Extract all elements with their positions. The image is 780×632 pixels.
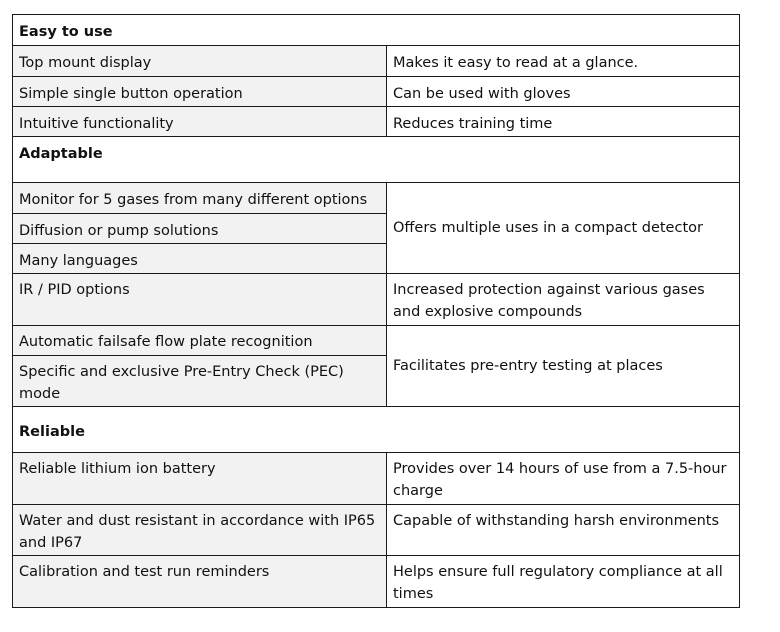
feature-cell: Calibration and test run reminders — [13, 556, 387, 608]
table-row — [13, 326, 740, 356]
section-title-reliable: Reliable — [13, 407, 740, 453]
section-header-row — [13, 407, 740, 453]
feature-cell: Simple single button operation — [13, 77, 387, 107]
benefit-cell: Facilitates pre-entry testing at places — [387, 326, 740, 407]
benefit-cell: Makes it easy to read at a glance. — [387, 46, 740, 77]
feature-cell: IR / PID options — [13, 274, 387, 326]
benefit-cell: Capable of withstanding harsh environments — [387, 505, 740, 556]
feature-cell: Intuitive functionality — [13, 107, 387, 137]
benefit-cell: Reduces training time — [387, 107, 740, 137]
benefit-cell: Increased protection against various gases and explosive compounds — [387, 274, 740, 326]
table-row — [13, 46, 740, 77]
section-header-row — [13, 15, 740, 46]
section-title-easy-to-use: Easy to use — [13, 15, 740, 46]
feature-cell: Water and dust resistant in accordance with IP65 and IP67 — [13, 505, 387, 556]
feature-cell: Specific and exclusive Pre-Entry Check (PEC) mode — [13, 356, 387, 407]
feature-cell: Reliable lithium ion battery — [13, 453, 387, 505]
feature-cell: Top mount display — [13, 46, 387, 77]
table-row — [13, 274, 740, 326]
table-row — [13, 183, 740, 214]
benefit-cell: Helps ensure full regulatory compliance at all times — [387, 556, 740, 608]
table-row — [13, 453, 740, 505]
table-row — [13, 505, 740, 556]
section-header-row — [13, 137, 740, 183]
table-row — [13, 77, 740, 107]
feature-cell: Many languages — [13, 244, 387, 274]
benefit-cell: Provides over 14 hours of use from a 7.5-hour charge — [387, 453, 740, 505]
features-benefits-table — [12, 14, 740, 608]
section-title-adaptable: Adaptable — [13, 137, 740, 183]
table-row — [13, 107, 740, 137]
feature-cell: Diffusion or pump solutions — [13, 214, 387, 244]
feature-cell: Monitor for 5 gases from many different options — [13, 183, 387, 214]
benefit-cell: Offers multiple uses in a compact detector — [387, 183, 740, 274]
feature-cell: Automatic failsafe flow plate recognition — [13, 326, 387, 356]
benefit-cell: Can be used with gloves — [387, 77, 740, 107]
table-row — [13, 556, 740, 608]
